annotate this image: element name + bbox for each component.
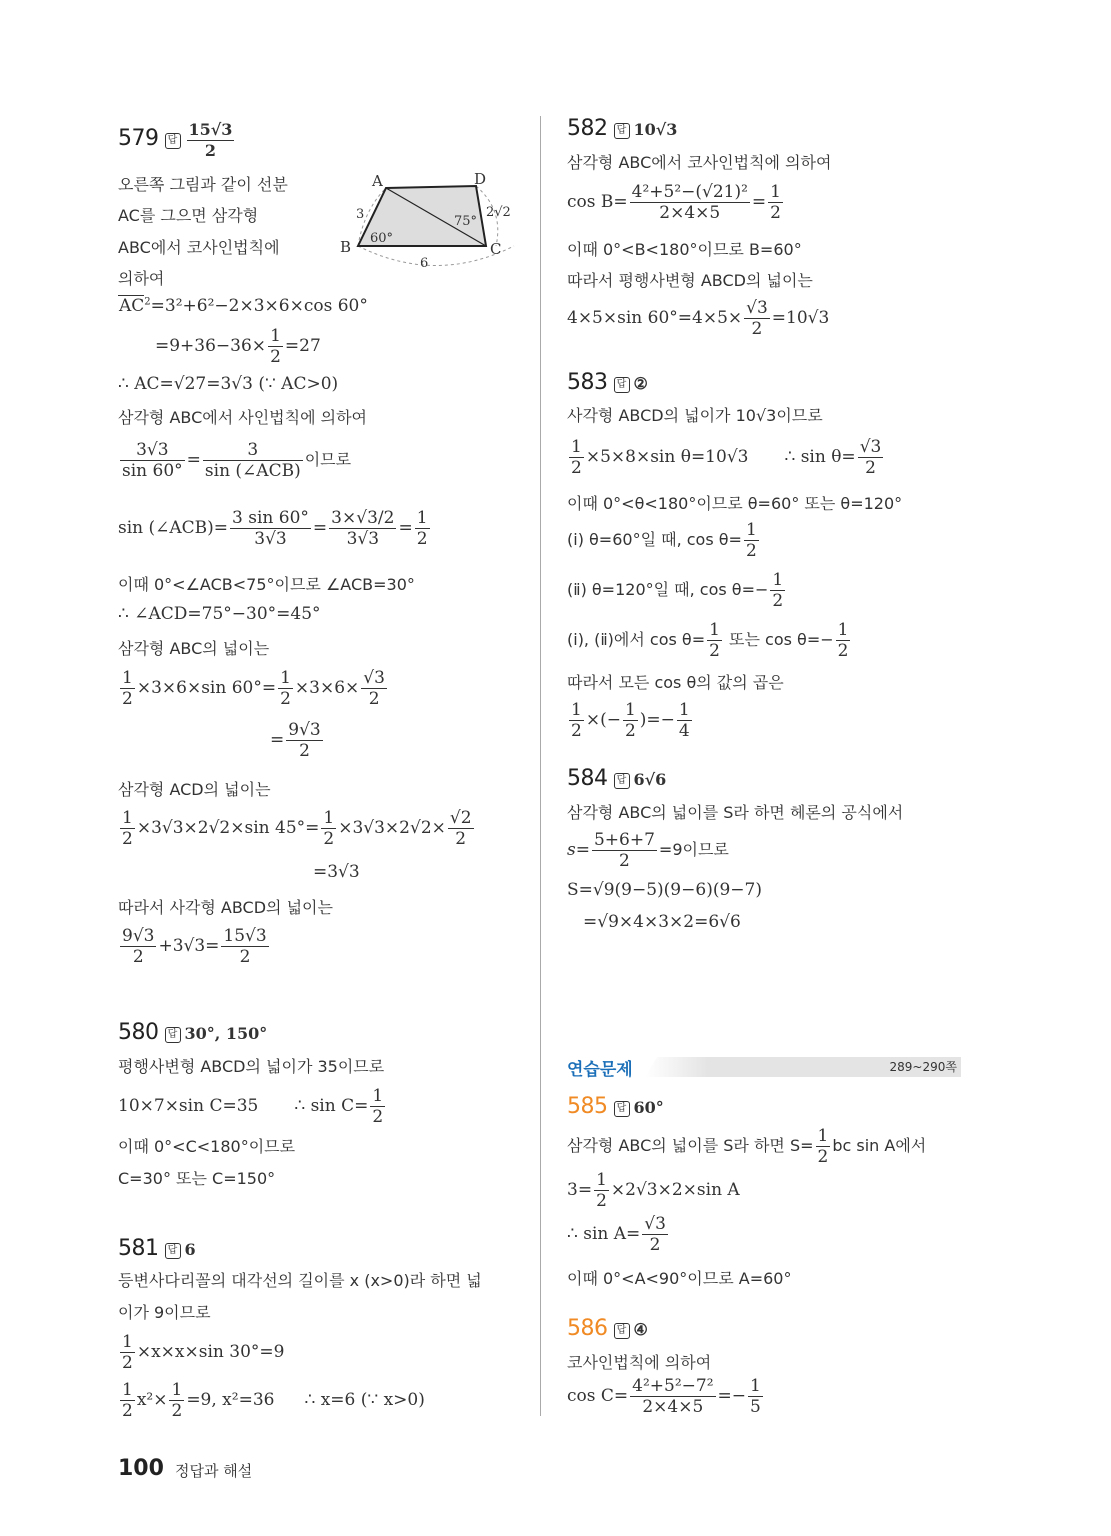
equation: $\frac{1}{2}$ ×(− $\frac{1}{2}$ )=− $\frac{1}{4}$ — [571, 700, 690, 741]
text-line: 코사인법칙에 의하여 — [567, 1353, 712, 1372]
answer-badge: 답 — [165, 1027, 181, 1043]
answer-badge: 답 — [165, 133, 181, 149]
answer: ② — [633, 374, 648, 393]
text-line: 등변사다리꼴의 대각선의 길이를 x (x>0)라 하면 넓 — [118, 1271, 482, 1290]
quadrilateral-figure — [336, 170, 526, 270]
equation: =√9×4×3×2=6√6 — [583, 912, 741, 932]
case-1: (ⅰ) θ=60°일 때, cos θ= $\frac{1}{2}$ — [567, 520, 757, 561]
equation: S=√9(9−5)(9−6)(9−7) — [567, 880, 762, 900]
footer-title: 정답과 해설 — [175, 1462, 253, 1480]
text-line: 이때 0°<A<90°이므로 A=60° — [567, 1269, 792, 1288]
vertex-d: D — [474, 170, 487, 188]
answer-badge: 답 — [614, 1323, 630, 1339]
practice-label: 연습문제 — [567, 1060, 633, 1080]
side-3: 3 — [356, 207, 365, 222]
text-line: 따라서 평행사변형 ABCD의 넓이는 — [567, 271, 813, 290]
equation: ∴ sin A= $\frac{√3}{2}$ — [567, 1214, 666, 1255]
angle-60: 60° — [370, 231, 394, 246]
text-line: 삼각형 ACD의 넓이는 — [118, 780, 271, 799]
problem-580-header — [118, 1020, 267, 1045]
equation: $\frac{3√3}{\sin 60^\circ}$ = $\frac{3}{\text{sin (∠ACB)}}$ 이므로 — [122, 440, 352, 481]
problem-number: 583 — [567, 370, 608, 395]
equation: 3= $\frac{1}{2}$ ×2√3×2×sin A — [567, 1170, 740, 1211]
vertex-a: A — [372, 172, 383, 190]
problem-584-header — [567, 766, 666, 791]
text-line: 삼각형 ABC에서 코사인법칙에 의하여 — [567, 153, 832, 172]
equation: s= $\frac{5+6+7}{2}$ =9이므로 — [567, 830, 729, 871]
equation: 10×7×sin C=35 ∴ sin C= $\frac{1}{2}$ — [118, 1086, 384, 1127]
problem-number: 585 — [567, 1094, 608, 1119]
case-summary: (ⅰ), (ⅱ)에서 cos θ= $\frac{1}{2}$ 또는 cos θ=− $\frac{1}{2}$ — [567, 620, 849, 661]
equation: sin (∠ACB)= $\frac{3 \sin 60^\circ}{3√3}$ = $\frac{3\times√3/2}{3√3}$ = $\frac{1}{2}$ — [118, 508, 428, 549]
text-line: 삼각형 ABC에서 사인법칙에 의하여 — [118, 408, 367, 427]
text-line: 따라서 사각형 ABCD의 넓이는 — [118, 898, 333, 917]
vertex-c: C — [490, 240, 502, 258]
answer: 60° — [633, 1098, 664, 1117]
vertex-b: B — [340, 238, 352, 256]
equation: ∴ AC=√27=3√3 (∵ AC>0) — [118, 374, 339, 394]
equation: $\frac{1}{2}$ ×x×x×sin 30°=9 — [122, 1332, 285, 1373]
text-line: 사각형 ABCD의 넓이가 10√3이므로 — [567, 406, 823, 425]
case-2: (ⅱ) θ=120°일 때, cos θ=− $\frac{1}{2}$ — [567, 570, 784, 611]
answer-badge: 답 — [165, 1243, 181, 1259]
text-line: 삼각형 ABC의 넓이를 S라 하면 헤론의 공식에서 — [567, 803, 904, 822]
equation: =9+36−36× $\frac{1}{2}$ =27 — [155, 326, 321, 367]
practice-pages: 289~290쪽 — [889, 1060, 957, 1074]
equation: $\frac{1}{2}$ x²× $\frac{1}{2}$ =9, x²=36 ∴ x=6 (∵ x>0) — [122, 1380, 425, 1421]
equation: $\frac{1}{2}$ ×3×6×sin 60°= $\frac{1}{2}$ ×3×6× $\frac{√3}{2}$ — [122, 668, 385, 709]
problem-583-header — [567, 370, 648, 395]
answer-badge: 답 — [614, 1101, 630, 1117]
text-line: 오른쪽 그림과 같이 선분 — [118, 175, 288, 194]
text-line: 이때 0°<C<180°이므로 — [118, 1137, 296, 1156]
problem-number: 581 — [118, 1236, 159, 1261]
problem-585-header — [567, 1094, 664, 1119]
equation: ∴ ∠ACD=75°−30°=45° — [118, 604, 321, 624]
answer-fraction: $\frac{15√3}{2}$ — [188, 120, 233, 160]
problem-586-header — [567, 1316, 648, 1341]
text-line: 이때 0°<B<180°이므로 B=60° — [567, 240, 802, 259]
answer-badge: 답 — [614, 377, 630, 393]
problem-number: 580 — [118, 1020, 159, 1045]
text-line: 이때 0°<∠ACB<75°이므로 ∠ACB=30° — [118, 575, 415, 594]
answer-badge: 답 — [614, 773, 630, 789]
answer: ④ — [633, 1320, 648, 1339]
answer: 6√6 — [633, 770, 667, 789]
page-number: 100 — [118, 1456, 164, 1481]
problem-579-header — [118, 120, 236, 161]
equation: $\frac{9√3}{2}$ +3√3= $\frac{15√3}{2}$ — [122, 926, 267, 967]
text-line: AC를 그으면 삼각형 — [118, 206, 259, 225]
text-line: 의하여 — [118, 269, 165, 288]
text-line: 이때 0°<θ<180°이므로 θ=60° 또는 θ=120° — [567, 494, 903, 513]
problem-number: 584 — [567, 766, 608, 791]
side-2r2: 2√2 — [486, 205, 511, 220]
answer: 10√3 — [633, 120, 678, 139]
practice-section-header — [567, 1055, 961, 1079]
answer: 6 — [184, 1240, 196, 1259]
problem-582-header — [567, 116, 677, 141]
equation: =3√3 — [313, 862, 360, 882]
problem-number: 579 — [118, 126, 159, 151]
text-line: C=30° 또는 C=150° — [118, 1169, 276, 1188]
text-line: 삼각형 ABC의 넓이는 — [118, 639, 270, 658]
side-6: 6 — [420, 256, 429, 270]
problem-581-header — [118, 1236, 196, 1261]
equation: $AC^2=3^2+6^2-2\times 3\times 6\times\cos$ 60° — [119, 296, 368, 316]
text-line: ABC에서 코사인법칙에 — [118, 238, 280, 257]
problem-number: 582 — [567, 116, 608, 141]
text-line: 삼각형 ABC의 넓이를 S라 하면 S= $\frac{1}{2}$ bc sin A에서 — [567, 1126, 927, 1167]
equation: = $\frac{9√3}{2}$ — [270, 720, 321, 761]
equation: $\frac{1}{2}$ ×3√3×2√2×sin 45°= $\frac{1}{2}$ ×3√3×2√2× $\frac{√2}{2}$ — [122, 808, 472, 849]
equation: $\frac{1}{2}$ ×5×8×sin θ=10√3 ∴ sin θ= $\frac{√3}{2}$ — [571, 437, 882, 478]
text-line: 따라서 모든 cos θ의 값의 곱은 — [567, 673, 784, 692]
equation: 4×5×sin 60°=4×5× $\frac{√3}{2}$ =10√3 — [567, 298, 830, 339]
answer-badge: 답 — [614, 123, 630, 139]
angle-75: 75° — [454, 214, 478, 229]
equation: cos B= $\frac{\text{4²+5²−(√21)²}}{2\times 4\times 5}$ = $\frac{1}{2}$ — [567, 182, 781, 223]
text-line: 이가 9이므로 — [118, 1303, 211, 1322]
column-divider — [540, 116, 541, 1416]
text-line: 평행사변형 ABCD의 넓이가 35이므로 — [118, 1057, 385, 1076]
problem-number: 586 — [567, 1316, 608, 1341]
answer: 30°, 150° — [184, 1024, 268, 1043]
equation: cos C= $\frac{\text{4²+5²−7²}}{2\times 4\times 5}$ =− $\frac{1}{5}$ — [567, 1376, 761, 1417]
